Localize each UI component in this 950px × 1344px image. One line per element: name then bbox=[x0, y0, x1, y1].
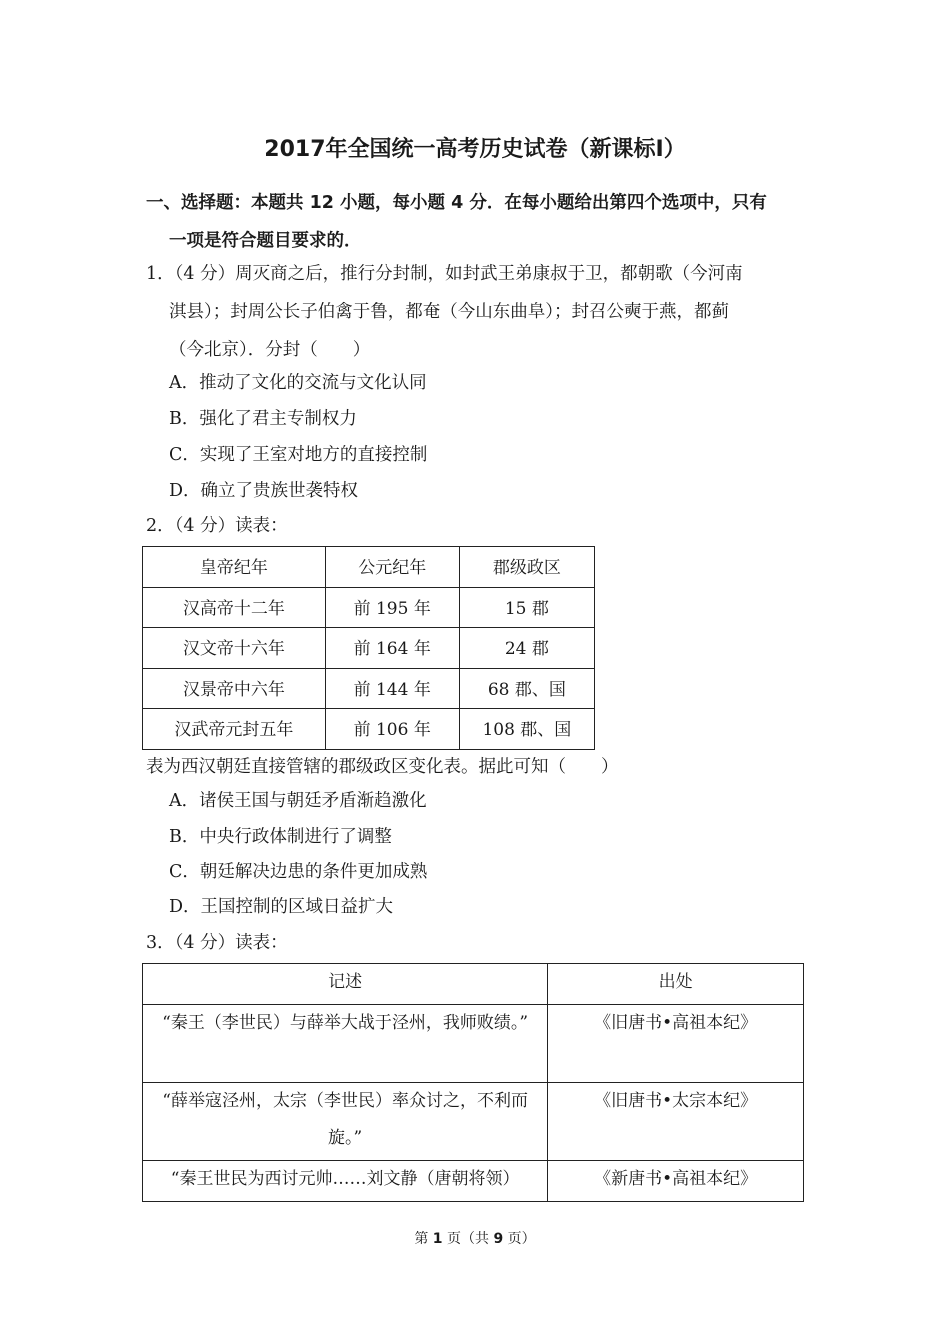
q1-stem-line2: 淇县）；封周公长子伯禽于鲁，都奄（今山东曲阜）；封召公奭于燕，都蓟 bbox=[169, 302, 729, 322]
table-cell: “薛举寇泾州，太宗（李世民）率众讨之，不利而旋。” bbox=[143, 1083, 548, 1161]
table-header-cell: 出处 bbox=[548, 964, 804, 1005]
table-cell: 汉文帝十六年 bbox=[143, 628, 326, 669]
footer-suffix: 页） bbox=[503, 1231, 536, 1247]
table-row bbox=[143, 669, 595, 709]
table-row bbox=[143, 588, 595, 628]
table-cell: 15 郡 bbox=[459, 588, 594, 628]
footer-total-pages: 9 bbox=[493, 1231, 504, 1247]
table-header-cell: 公元纪年 bbox=[325, 547, 459, 588]
table-header-cell: 记述 bbox=[143, 964, 548, 1005]
q3-table bbox=[142, 963, 804, 1202]
table-cell: 汉景帝中六年 bbox=[143, 669, 326, 709]
table-cell: 汉武帝元封五年 bbox=[143, 709, 326, 750]
q3-stem: 3．（4 分）读表： bbox=[146, 933, 288, 953]
table-cell: 前 106 年 bbox=[325, 709, 459, 750]
section-heading-line2: 一项是符合题目要求的． bbox=[169, 231, 362, 251]
page-footer bbox=[0, 1228, 950, 1248]
table-cell: 前 164 年 bbox=[325, 628, 459, 669]
table-row bbox=[143, 1005, 804, 1083]
table-row bbox=[143, 1083, 804, 1161]
q2-option-d: D．王国控制的区域日益扩大 bbox=[169, 897, 394, 917]
footer-middle: 页（共 bbox=[442, 1231, 494, 1247]
q2-option-b: B．中央行政体制进行了调整 bbox=[169, 827, 392, 847]
page-title: 2017年全国统一高考历史试卷（新课标Ⅰ） bbox=[264, 137, 686, 162]
q1-option-a: A．推动了文化的交流与文化认同 bbox=[169, 373, 427, 393]
table-header-cell: 皇帝纪年 bbox=[143, 547, 326, 588]
section-heading-line1: 一、选择题：本题共 12 小题，每小题 4 分．在每小题给出第四个选项中，只有 bbox=[146, 193, 767, 213]
table-cell: 68 郡、国 bbox=[459, 669, 594, 709]
q1-option-b: B．强化了君主专制权力 bbox=[169, 409, 357, 429]
table-cell: 24 郡 bbox=[459, 628, 594, 669]
table-header-cell: 郡级政区 bbox=[459, 547, 594, 588]
table-cell: “秦王世民为西讨元帅……刘文静（唐朝将领） bbox=[143, 1161, 548, 1202]
q2-after-table: 表为西汉朝廷直接管辖的郡级政区变化表。据此可知（ ） bbox=[146, 757, 619, 777]
table-row bbox=[143, 1161, 804, 1202]
table-header-row bbox=[143, 964, 804, 1005]
table-header-row bbox=[143, 547, 595, 588]
q1-stem-line3: （今北京）．分封（ ） bbox=[169, 340, 371, 360]
q2-table bbox=[142, 546, 595, 750]
table-row bbox=[143, 628, 595, 669]
footer-prefix: 第 bbox=[414, 1231, 433, 1247]
q2-option-c: C．朝廷解决边患的条件更加成熟 bbox=[169, 862, 428, 882]
table-cell: 《旧唐书•太宗本纪》 bbox=[548, 1083, 804, 1161]
table-cell: 108 郡、国 bbox=[459, 709, 594, 750]
table-cell: “秦王（李世民）与薛举大战于泾州，我师败绩。” bbox=[143, 1005, 548, 1083]
q2-option-a: A．诸侯王国与朝廷矛盾渐趋激化 bbox=[169, 791, 427, 811]
table-cell: 《新唐书•高祖本纪》 bbox=[548, 1161, 804, 1202]
table-cell: 汉高帝十二年 bbox=[143, 588, 326, 628]
q2-stem: 2．（4 分）读表： bbox=[146, 516, 288, 536]
q1-stem-line1: 1．（4 分）周灭商之后，推行分封制，如封武王弟康叔于卫，都朝歌（今河南 bbox=[146, 264, 743, 284]
footer-page-number: 1 bbox=[432, 1231, 443, 1247]
table-cell: 前 195 年 bbox=[325, 588, 459, 628]
q1-option-c: C．实现了王室对地方的直接控制 bbox=[169, 445, 428, 465]
table-row bbox=[143, 709, 595, 750]
q1-option-d: D．确立了贵族世袭特权 bbox=[169, 481, 359, 501]
table-cell: 前 144 年 bbox=[325, 669, 459, 709]
table-cell: 《旧唐书•高祖本纪》 bbox=[548, 1005, 804, 1083]
